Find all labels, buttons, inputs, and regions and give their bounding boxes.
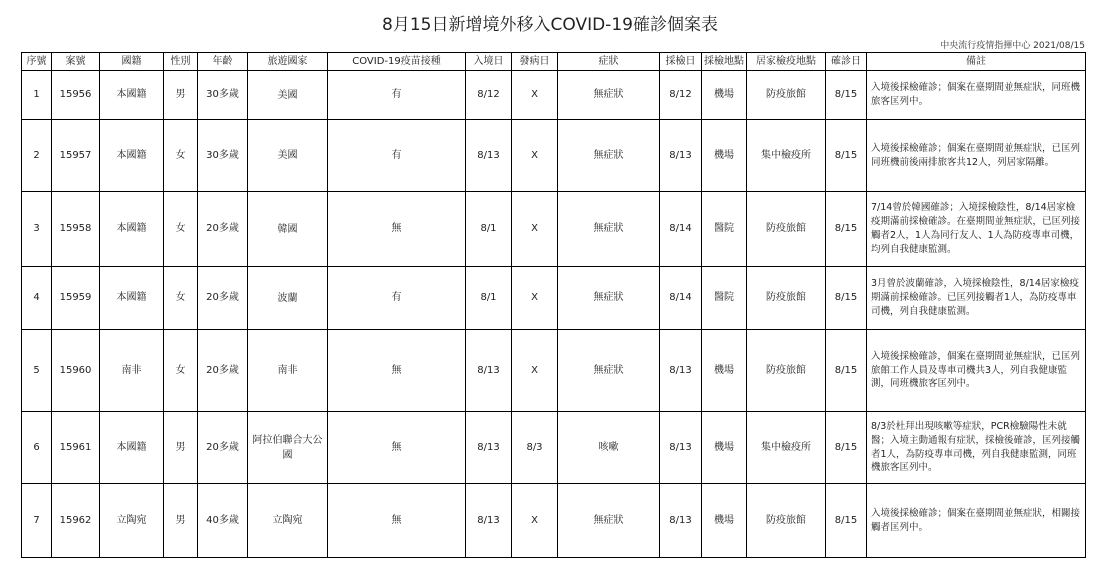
cell-test-place: 機場 (702, 412, 747, 484)
cell-case: 15956 (52, 71, 100, 120)
table-body (22, 71, 1086, 558)
header-cell: 居家檢疫地點 (747, 53, 826, 71)
cell-quarantine: 防疫旅館 (747, 330, 826, 412)
cell-note: 入境後採檢確診；個案在臺期間並無症狀，已匡列同班機前後兩排旅客共12人，列居家隔離。 (867, 120, 1086, 192)
page-title: 8月15日新增境外移入COVID-19確診個案表 (382, 15, 718, 35)
cell-onset: X (512, 71, 558, 120)
cell-entry: 8/13 (466, 120, 512, 192)
cell-test-place: 醫院 (702, 267, 747, 330)
cell-age: 40多歲 (198, 484, 248, 558)
cell-test-place: 機場 (702, 120, 747, 192)
case-table (21, 52, 1086, 558)
cell-no: 3 (22, 192, 52, 267)
cell-vaccine: 無 (328, 192, 466, 267)
table-row (22, 192, 1086, 267)
cell-sex: 女 (164, 267, 198, 330)
cell-onset: X (512, 330, 558, 412)
table-row (22, 412, 1086, 484)
table-row (22, 120, 1086, 192)
cell-vaccine: 無 (328, 412, 466, 484)
cell-sex: 男 (164, 71, 198, 120)
cell-country: 立陶宛 (248, 484, 328, 558)
cell-nationality: 本國籍 (100, 71, 164, 120)
cell-nationality: 本國籍 (100, 192, 164, 267)
cell-country: 波蘭 (248, 267, 328, 330)
cell-country: 美國 (248, 71, 328, 120)
header-cell: 備註 (867, 53, 1086, 71)
cell-note: 7/14曾於韓國確診；入境採檢陰性，8/14居家檢疫期滿前採檢確診。在臺期間並無症狀，已匡列接觸者2人，1人為同行友人、1人為防疫專車司機，均列自我健康監測。 (867, 192, 1086, 267)
cell-nationality: 南非 (100, 330, 164, 412)
cell-country: 美國 (248, 120, 328, 192)
cell-test-date: 8/13 (660, 120, 702, 192)
cell-case: 15957 (52, 120, 100, 192)
cell-case: 15959 (52, 267, 100, 330)
table-row (22, 267, 1086, 330)
cell-quarantine: 集中檢疫所 (747, 120, 826, 192)
cell-country: 韓國 (248, 192, 328, 267)
cell-confirm: 8/15 (826, 120, 867, 192)
cell-test-date: 8/13 (660, 484, 702, 558)
cell-age: 30多歲 (198, 120, 248, 192)
cell-case: 15962 (52, 484, 100, 558)
cell-quarantine: 防疫旅館 (747, 484, 826, 558)
cell-test-place: 機場 (702, 71, 747, 120)
cell-confirm: 8/15 (826, 267, 867, 330)
cell-onset: X (512, 120, 558, 192)
table-row (22, 330, 1086, 412)
cell-no: 7 (22, 484, 52, 558)
header-cell: 旅遊國家 (248, 53, 328, 71)
cell-age: 20多歲 (198, 330, 248, 412)
cell-test-date: 8/14 (660, 192, 702, 267)
cell-test-date: 8/14 (660, 267, 702, 330)
cell-nationality: 立陶宛 (100, 484, 164, 558)
cell-quarantine: 防疫旅館 (747, 267, 826, 330)
cell-country: 阿拉伯聯合大公國 (248, 412, 328, 484)
cell-vaccine: 無 (328, 330, 466, 412)
cell-confirm: 8/15 (826, 412, 867, 484)
header-cell: 序號 (22, 53, 52, 71)
header-cell: 症狀 (558, 53, 660, 71)
cell-age: 30多歲 (198, 71, 248, 120)
cell-onset: X (512, 267, 558, 330)
cell-test-date: 8/12 (660, 71, 702, 120)
cell-no: 5 (22, 330, 52, 412)
cell-vaccine: 有 (328, 71, 466, 120)
cell-nationality: 本國籍 (100, 267, 164, 330)
cell-note: 8/3於杜拜出現咳嗽等症狀，PCR檢驗陽性未就醫；入境主動通報有症狀，採檢後確診，匡列接觸者1人，為防疫專車司機，列自我健康監測，同班機旅客匡列中。 (867, 412, 1086, 484)
cell-symptom: 無症狀 (558, 120, 660, 192)
header-cell: 採檢日 (660, 53, 702, 71)
cell-onset: 8/3 (512, 412, 558, 484)
header-cell: 發病日 (512, 53, 558, 71)
header-cell: 案號 (52, 53, 100, 71)
cell-test-date: 8/13 (660, 412, 702, 484)
cell-sex: 女 (164, 120, 198, 192)
cell-vaccine: 有 (328, 120, 466, 192)
cell-symptom: 無症狀 (558, 71, 660, 120)
cell-entry: 8/12 (466, 71, 512, 120)
cell-symptom: 咳嗽 (558, 412, 660, 484)
cell-symptom: 無症狀 (558, 330, 660, 412)
header-cell: 採檢地點 (702, 53, 747, 71)
cell-vaccine: 無 (328, 484, 466, 558)
cell-nationality: 本國籍 (100, 412, 164, 484)
cell-age: 20多歲 (198, 192, 248, 267)
header-cell: COVID-19疫苗接種 (328, 53, 466, 71)
cell-age: 20多歲 (198, 267, 248, 330)
cell-confirm: 8/15 (826, 71, 867, 120)
source-date: 中央流行疫情指揮中心 2021/08/15 (940, 41, 1085, 51)
cell-entry: 8/13 (466, 330, 512, 412)
cell-test-date: 8/13 (660, 330, 702, 412)
header-row (22, 53, 1086, 71)
cell-sex: 男 (164, 484, 198, 558)
cell-sex: 女 (164, 192, 198, 267)
cell-quarantine: 防疫旅館 (747, 192, 826, 267)
cell-onset: X (512, 484, 558, 558)
cell-confirm: 8/15 (826, 330, 867, 412)
cell-entry: 8/1 (466, 267, 512, 330)
cell-no: 2 (22, 120, 52, 192)
cell-test-place: 機場 (702, 330, 747, 412)
cell-sex: 男 (164, 412, 198, 484)
cell-note: 入境後採檢確診；個案在臺期間並無症狀，同班機旅客匡列中。 (867, 71, 1086, 120)
cell-note: 入境後採檢確診；個案在臺期間並無症狀，相關接觸者匡列中。 (867, 484, 1086, 558)
cell-sex: 女 (164, 330, 198, 412)
cell-entry: 8/13 (466, 412, 512, 484)
cell-case: 15958 (52, 192, 100, 267)
header-cell: 國籍 (100, 53, 164, 71)
table-row (22, 71, 1086, 120)
cell-quarantine: 防疫旅館 (747, 71, 826, 120)
cell-confirm: 8/15 (826, 192, 867, 267)
cell-age: 20多歲 (198, 412, 248, 484)
cell-entry: 8/1 (466, 192, 512, 267)
cell-symptom: 無症狀 (558, 192, 660, 267)
cell-vaccine: 有 (328, 267, 466, 330)
header-cell: 入境日 (466, 53, 512, 71)
cell-no: 6 (22, 412, 52, 484)
cell-symptom: 無症狀 (558, 267, 660, 330)
header-cell: 確診日 (826, 53, 867, 71)
cell-no: 1 (22, 71, 52, 120)
header-cell: 年齡 (198, 53, 248, 71)
cell-quarantine: 集中檢疫所 (747, 412, 826, 484)
cell-test-place: 醫院 (702, 192, 747, 267)
table-row (22, 484, 1086, 558)
header-cell: 性別 (164, 53, 198, 71)
cell-onset: X (512, 192, 558, 267)
cell-case: 15960 (52, 330, 100, 412)
cell-note: 3月曾於波蘭確診，入境採檢陰性，8/14居家檢疫期滿前採檢確診。已匡列接觸者1人，為防疫專車司機，列自我健康監測。 (867, 267, 1086, 330)
cell-note: 入境後採檢確診，個案在臺期間並無症狀，已匡列旅館工作人員及專車司機共3人，列自我健康監測，同班機旅客匡列中。 (867, 330, 1086, 412)
cell-no: 4 (22, 267, 52, 330)
cell-entry: 8/13 (466, 484, 512, 558)
cell-country: 南非 (248, 330, 328, 412)
cell-test-place: 機場 (702, 484, 747, 558)
cell-confirm: 8/15 (826, 484, 867, 558)
cell-nationality: 本國籍 (100, 120, 164, 192)
cell-case: 15961 (52, 412, 100, 484)
cell-symptom: 無症狀 (558, 484, 660, 558)
